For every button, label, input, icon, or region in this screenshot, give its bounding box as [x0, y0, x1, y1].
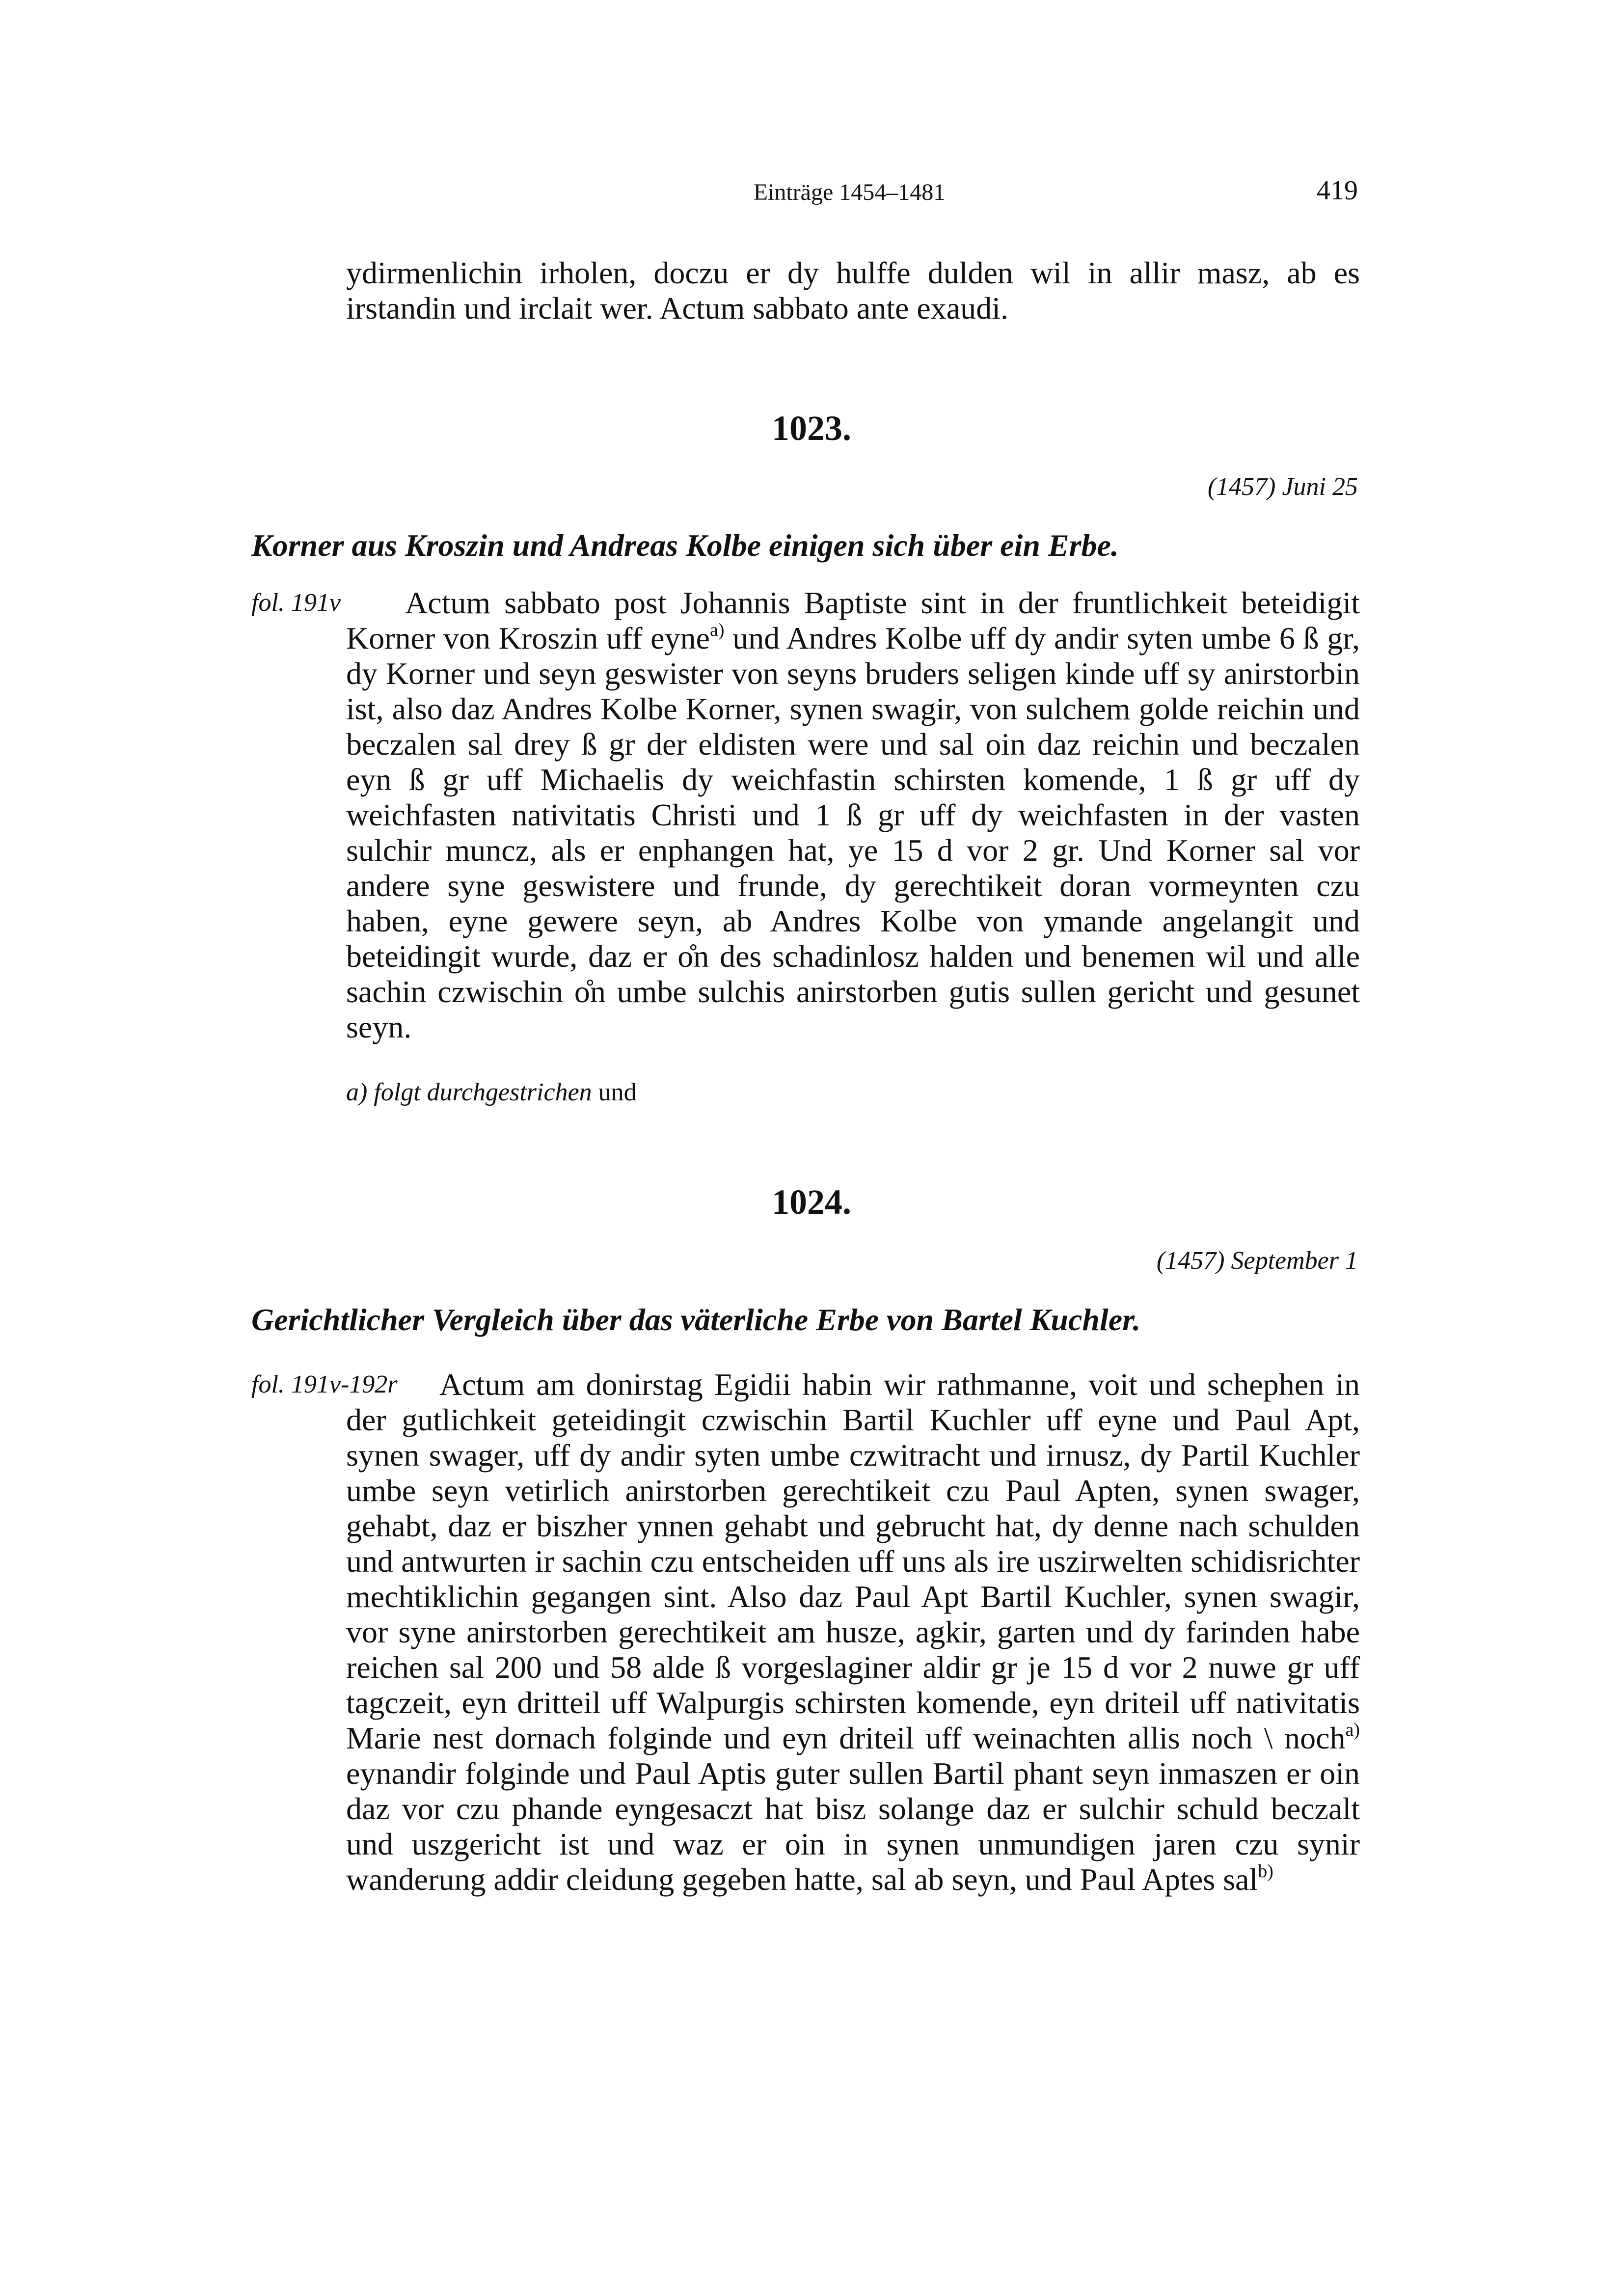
footnote-1023-word: und: [598, 1078, 637, 1106]
entry-body-1024: [346, 1367, 1360, 1897]
continuation-text: [346, 255, 1360, 326]
entry-body-1023: [346, 585, 1360, 1045]
body-1024-part-1: Actum am donirstag Egidii habin wir rathmanne, voit und schephen in der gutlichkeit geteidingit czwischin Bartil Kuchler uff eyne und Paul Apt, synen swager, uff dy andir syten umbe czwitracht und irnusz, dy Partil Kuchler umbe seyn vetirlich anirstorben gerechtikeit czu Paul Apten, synen swager, gehabt, daz er biszher ynnen gehabt und gebrucht hat, dy denne nach schulden und antwurten ir sachin czu entscheiden uff uns als ire uszirwelten schidisrichter mechtiklichin gegangen sint. Also daz Paul Apt Bartil Kuchler, synen swagir, vor syne anirstorben gerechtikeit am husze, agkir, garten und dy farinden habe reichen sal 200 und 58 alde ß vorgeslaginer aldir gr je 15 d vor 2 nuwe gr uff tagczeit, eyn dritteil uff Walpurgis schirsten komende, eyn driteil uff nativitatis Marie nest dornach folginde und eyn driteil uff weinachten allis noch \ noch: [346, 1367, 1360, 1755]
folio-1023: fol. 191v: [251, 589, 341, 617]
continuation-line-1: ydirmenlichin irholen, doczu er dy hulffe dulden wil in allir masz, ab es irstandin und irclait wer. Actum sabbato ante exaudi.: [346, 255, 1360, 326]
body-1023-part-2: und Andres Kolbe uff dy andir syten umbe 6 ß gr, dy Korner und seyn geswister von seyns bruders seligen kinde uff sy anirstorbin ist, also daz Andres Kolbe Korner, synen swagir, von sulchem golde reichin und beczalen sal drey ß gr der eldisten were und sal oin daz reichin und beczalen eyn ß gr uff Michaelis dy weichfastin schirsten komende, 1 ß gr uff dy weichfasten nativitatis Christi und 1 ß gr uff dy weichfasten in der vasten sulchir muncz, als er enphangen hat, ye 15 d vor 2 gr. Und Korner sal vor andere syne geswistere und frunde, dy gerechtikeit doran vormeynten czu haben, eyne gewere seyn, ab Andres Kolbe von ymande angelangit und beteidingit wurde, daz er o̊n des schadinlosz halden und benemen wil und alle sachin czwischin o̊n umbe sulchis anirstorben gutis sullen gericht und gesunet seyn.: [346, 621, 1360, 1044]
footnote-marker-b-1024: b): [1258, 1861, 1273, 1882]
entry-number-1024: 1024.: [772, 1182, 851, 1222]
footnote-marker-a: a): [709, 620, 725, 640]
running-head: Einträge 1454–1481: [753, 179, 946, 205]
entry-date-1023: (1457) Juni 25: [1207, 473, 1358, 501]
entry-title-1024: Gerichtlicher Vergleich über das väterliche Erbe von Bartel Kuchler.: [251, 1302, 1141, 1337]
footnote-1023: [346, 1078, 637, 1107]
entry-title-1023: Korner aus Kroszin und Andreas Kolbe einigen sich über ein Erbe.: [251, 528, 1119, 563]
body-1023-part-1: Actum sabbato post Johannis Baptiste sint in der fruntlichkeit beteidigit Korner von Kroszin uff eyne: [346, 585, 1360, 656]
page-number: 419: [1317, 175, 1358, 206]
body-1024-part-2: eynandir folginde und Paul Aptis guter sullen Bartil phant seyn inmaszen er oin daz vor czu phande eyngesaczt hat bisz solange daz er sulchir schuld beczalt und uszgericht ist und waz er oin in synen unmundigen jaren czu synir wanderung addir cleidung gegeben hatte, sal ab seyn, und Paul Aptes sal: [346, 1756, 1360, 1897]
footnote-marker-a-1024: a): [1345, 1720, 1360, 1740]
entry-date-1024: (1457) September 1: [1156, 1247, 1358, 1275]
footnote-1023-label: a) folgt durchgestrichen: [346, 1078, 598, 1106]
entry-number-1023: 1023.: [772, 409, 851, 448]
folio-1024: fol. 191v-192r: [251, 1370, 398, 1398]
